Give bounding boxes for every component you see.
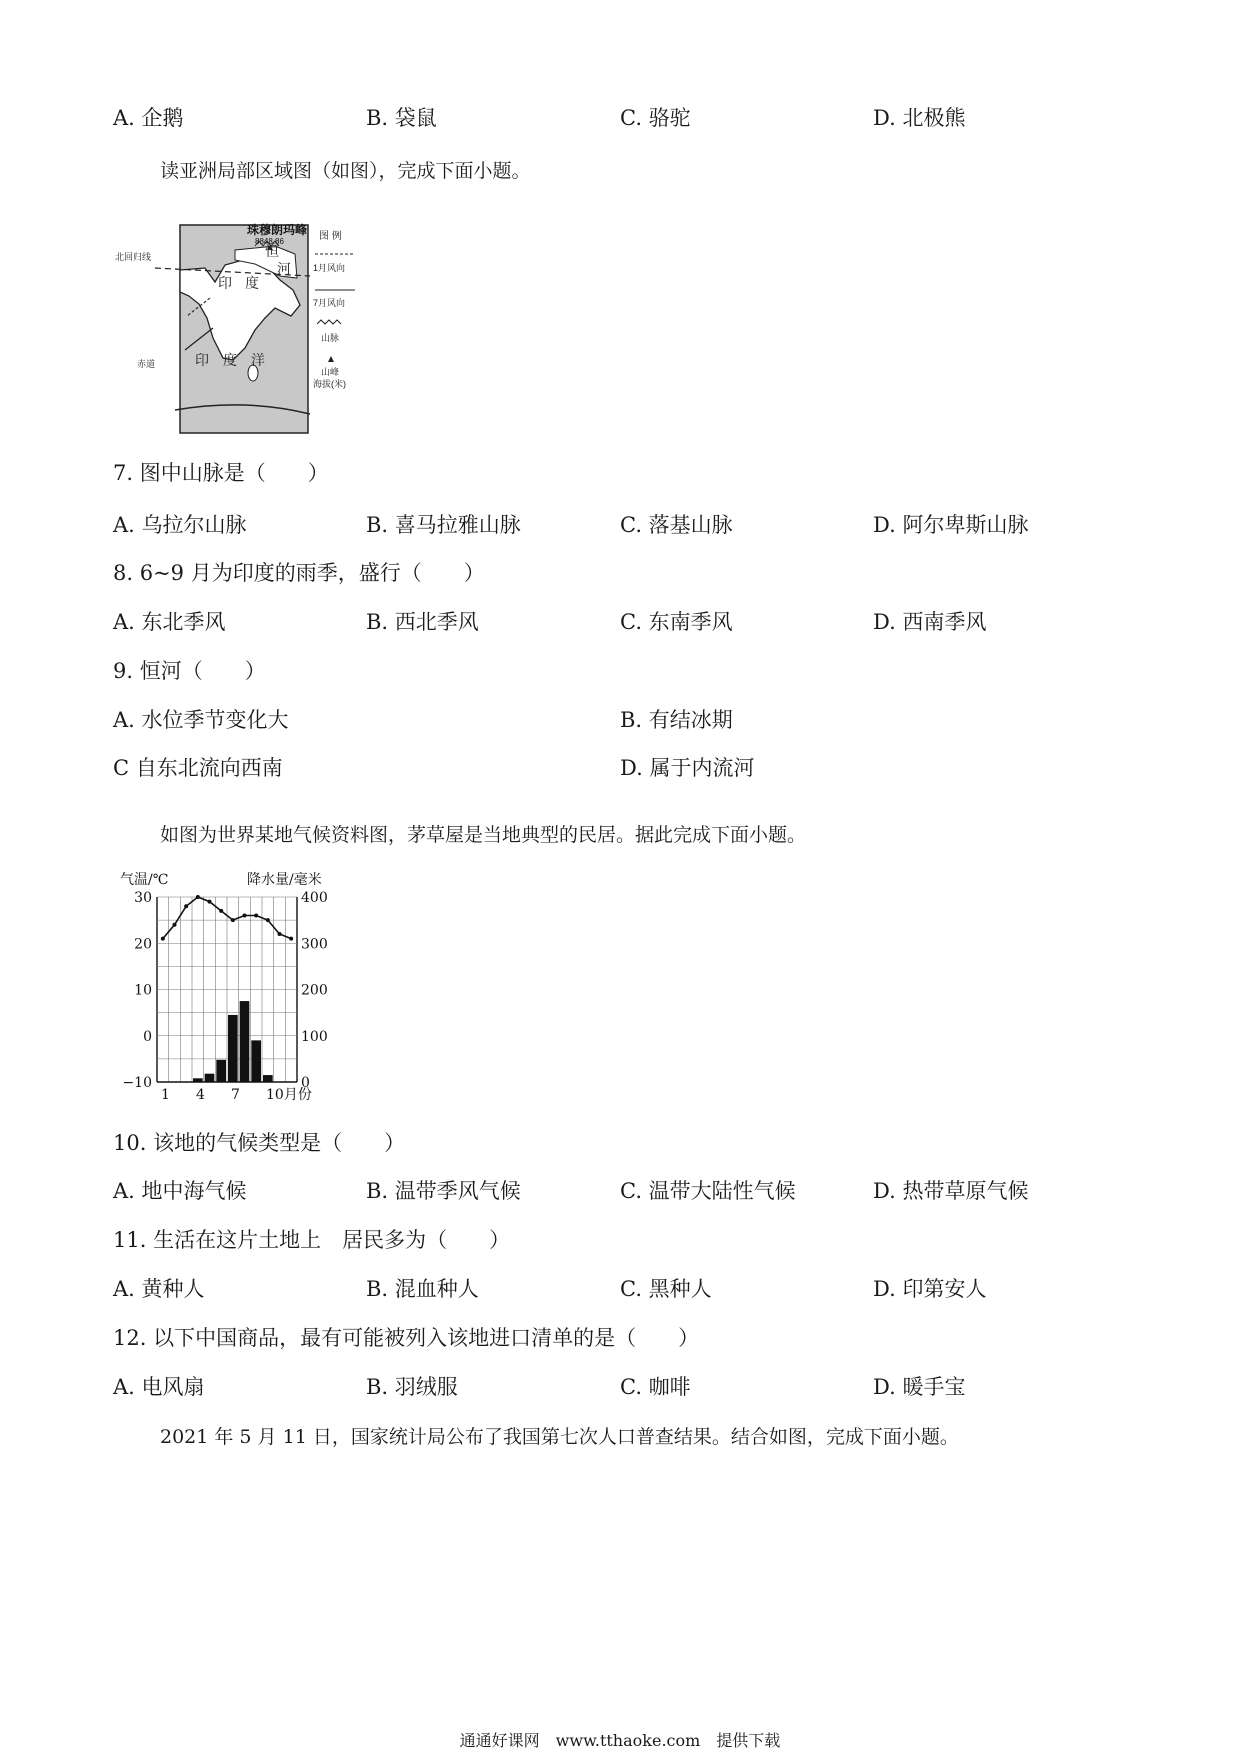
q11-option-b: B. 混血种人 bbox=[366, 1277, 479, 1301]
temp-point bbox=[173, 923, 177, 927]
peak-name: 珠穆朗玛峰 bbox=[247, 223, 308, 237]
q8-option-b: B. 西北季风 bbox=[366, 610, 479, 634]
q7-option-a: A. 乌拉尔山脉 bbox=[113, 513, 247, 537]
question-10: 10. 该地的气候类型是（ ） bbox=[113, 1131, 406, 1155]
temp-point bbox=[161, 937, 165, 941]
temp-tick-label: −10 bbox=[122, 1075, 152, 1091]
temp-point bbox=[278, 932, 282, 936]
precip-bar bbox=[193, 1078, 203, 1082]
q7-option-b: B. 喜马拉雅山脉 bbox=[366, 513, 521, 537]
q6-option-c: C. 骆驼 bbox=[620, 106, 691, 130]
q9-option-a: A. 水位季节变化大 bbox=[113, 708, 289, 732]
q6-option-b: B. 袋鼠 bbox=[366, 106, 437, 130]
precip-bar bbox=[205, 1074, 215, 1082]
q10-option-c: C. 温带大陆性气候 bbox=[620, 1179, 796, 1203]
q7-option-d: D. 阿尔卑斯山脉 bbox=[873, 513, 1029, 537]
month-tick-label: 4 bbox=[196, 1087, 205, 1103]
ganges-label-2: 河 bbox=[277, 262, 291, 278]
q11-option-d: D. 印第安人 bbox=[873, 1277, 987, 1301]
precipitation-bars bbox=[193, 1001, 273, 1082]
precip-tick-label: 100 bbox=[301, 1028, 328, 1045]
precip-bar bbox=[240, 1001, 250, 1082]
intro-census: 2021 年 5 月 11 日，国家统计局公布了我国第七次人口普查结果。结合如图，完成下面小题。 bbox=[160, 1426, 959, 1448]
temp-tick-label: 20 bbox=[134, 936, 152, 953]
precip-tick-label: 400 bbox=[301, 890, 328, 906]
q9-option-b: B. 有结冰期 bbox=[620, 708, 733, 732]
ganges-label-1: 恒 bbox=[265, 244, 279, 260]
ocean-label: 印 度 洋 bbox=[195, 353, 265, 369]
tropic-label: 北回归线 bbox=[115, 252, 152, 262]
intro-asia-map: 读亚洲局部区域图（如图），完成下面小题。 bbox=[160, 160, 531, 182]
question-7: 7. 图中山脉是（ ） bbox=[113, 461, 329, 485]
chart-grid bbox=[157, 897, 297, 1082]
question-11: 11. 生活在这片土地上 居民多为（ ） bbox=[113, 1228, 511, 1252]
precip-tick-label: 300 bbox=[301, 936, 328, 953]
q6-option-d: D. 北极熊 bbox=[873, 106, 966, 130]
temp-point bbox=[243, 914, 247, 918]
q6-option-a: A. 企鹅 bbox=[113, 106, 184, 130]
page-footer: 通通好课网 www.tthaoke.com 提供下载 bbox=[459, 1731, 781, 1750]
precip-bar bbox=[216, 1060, 226, 1082]
legend-title: 图 例 bbox=[319, 231, 342, 242]
legend-mountain-icon bbox=[317, 320, 341, 324]
q9-option-d: D. 属于内流河 bbox=[620, 756, 755, 780]
q11-option-a: A. 黄种人 bbox=[113, 1277, 205, 1301]
q12-option-b: B. 羽绒服 bbox=[366, 1375, 458, 1399]
q10-option-b: B. 温带季风气候 bbox=[366, 1179, 521, 1203]
q12-option-c: C. 咖啡 bbox=[620, 1375, 691, 1399]
month-tick-label: 1 bbox=[161, 1087, 170, 1103]
india-label-1: 印 bbox=[218, 276, 232, 292]
temp-point bbox=[266, 918, 270, 922]
q8-option-a: A. 东北季风 bbox=[113, 610, 226, 634]
climate-chart bbox=[112, 832, 362, 1112]
precip-bar bbox=[228, 1015, 238, 1082]
q12-option-a: A. 电风扇 bbox=[113, 1375, 205, 1399]
question-8: 8. 6~9 月为印度的雨季，盛行（ ） bbox=[113, 561, 485, 585]
legend-jan: 1月风向 bbox=[313, 263, 346, 273]
q10-option-a: A. 地中海气候 bbox=[113, 1179, 247, 1203]
q7-option-c: C. 落基山脉 bbox=[620, 513, 733, 537]
legend-peak-1: 山峰 bbox=[321, 367, 340, 377]
temp-point bbox=[219, 909, 223, 913]
q8-option-d: D. 西南季风 bbox=[873, 610, 987, 634]
question-9: 9. 恒河（ ） bbox=[113, 659, 266, 683]
precip-bar bbox=[263, 1075, 273, 1082]
temp-tick-label: 30 bbox=[134, 890, 152, 906]
q8-option-c: C. 东南季风 bbox=[620, 610, 733, 634]
precip-axis-label: 降水量/毫米 bbox=[247, 872, 322, 888]
temp-point bbox=[231, 918, 235, 922]
peak-height: 8848.86 bbox=[255, 237, 284, 246]
temp-point bbox=[196, 895, 200, 899]
temp-tick-label: 0 bbox=[143, 1028, 152, 1045]
q11-option-c: C. 黑种人 bbox=[620, 1277, 712, 1301]
intro-climate-chart: 如图为世界某地气候资料图，茅草屋是当地典型的民居。据此完成下面小题。 bbox=[160, 824, 807, 846]
temp-axis-label: 气温/℃ bbox=[120, 872, 169, 888]
india-label-2: 度 bbox=[245, 276, 259, 292]
legend-peak-2: 海拔(米) bbox=[313, 379, 346, 389]
question-12: 12. 以下中国商品，最有可能被列入该地进口清单的是（ ） bbox=[113, 1326, 700, 1350]
temp-point bbox=[289, 937, 293, 941]
temp-tick-label: 10 bbox=[134, 982, 152, 999]
precip-tick-label: 0 bbox=[301, 1075, 310, 1091]
precip-tick-label: 200 bbox=[301, 982, 328, 999]
q9-option-c: C 自东北流向西南 bbox=[113, 756, 283, 780]
legend-mountain: 山脉 bbox=[321, 333, 340, 343]
month-tick-label: 10月份 bbox=[266, 1087, 312, 1103]
month-tick-label: 7 bbox=[231, 1087, 240, 1103]
legend-jul: 7月风向 bbox=[313, 298, 346, 308]
asia-regional-map bbox=[115, 220, 405, 440]
temp-point bbox=[254, 914, 258, 918]
legend-peak-icon bbox=[328, 356, 334, 362]
precip-bar bbox=[251, 1040, 261, 1082]
q10-option-d: D. 热带草原气候 bbox=[873, 1179, 1029, 1203]
temp-point bbox=[208, 900, 212, 904]
equator-label: 赤道 bbox=[137, 359, 156, 369]
temp-point bbox=[184, 904, 188, 908]
q12-option-d: D. 暖手宝 bbox=[873, 1375, 966, 1399]
